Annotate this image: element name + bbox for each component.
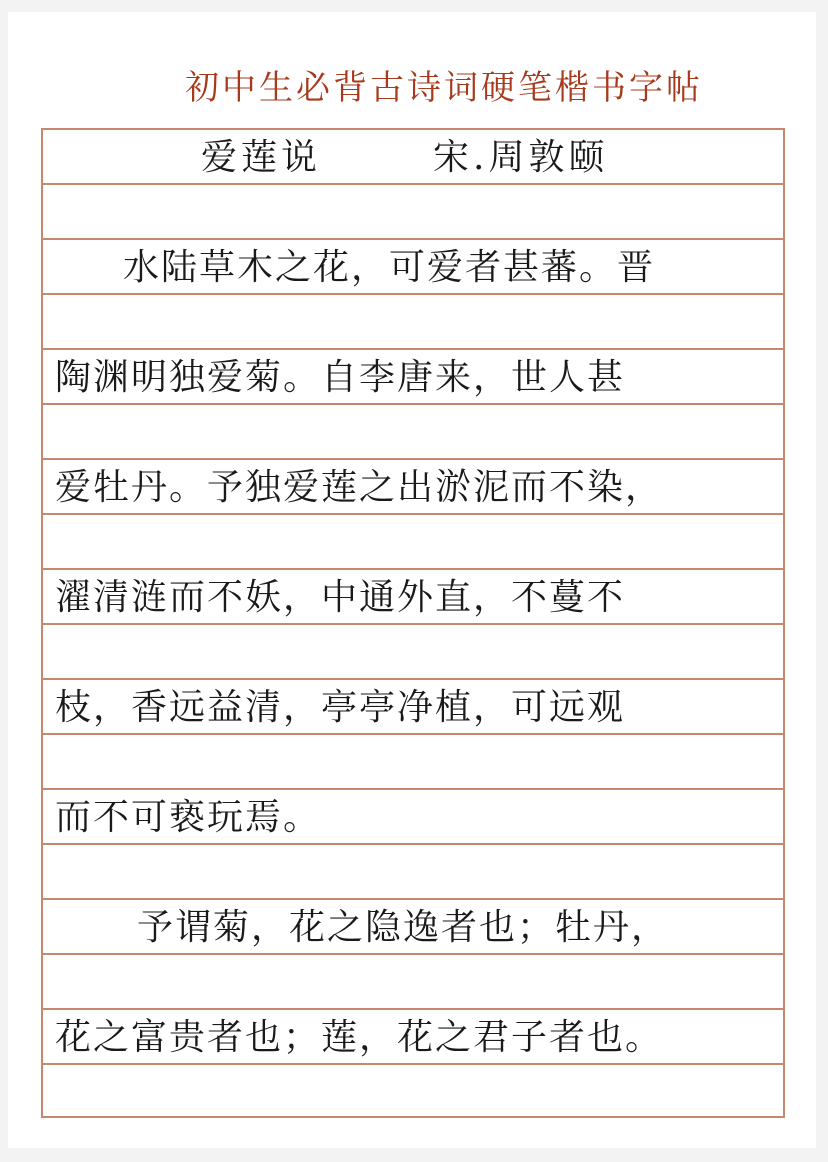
poem-line: 濯清涟而不妖，中通外直，不蔓不	[55, 577, 626, 618]
poem-line: 予谓菊，花之隐逸者也；牡丹，	[137, 907, 670, 948]
poem-title: 爱莲说	[201, 137, 322, 178]
ruled-writing-sheet	[41, 128, 785, 1118]
poem-line: 陶渊明独爱菊。自李唐来，世人甚	[55, 357, 626, 398]
poem-author: 宋.周敦颐	[433, 137, 609, 178]
poem-line: 枝，香远益清，亭亭净植，可远观	[55, 687, 626, 728]
poem-line: 花之富贵者也；莲，花之君子者也。	[55, 1017, 664, 1058]
poem-line: 爱牡丹。予独爱莲之出淤泥而不染，	[55, 467, 664, 508]
poem-line: 水陆草木之花，可爱者甚蕃。晋	[123, 247, 656, 288]
copybook-title: 初中生必背古诗词硬笔楷书字帖	[185, 68, 703, 108]
poem-heading	[43, 130, 783, 185]
poem-line: 而不可亵玩焉。	[55, 797, 322, 838]
